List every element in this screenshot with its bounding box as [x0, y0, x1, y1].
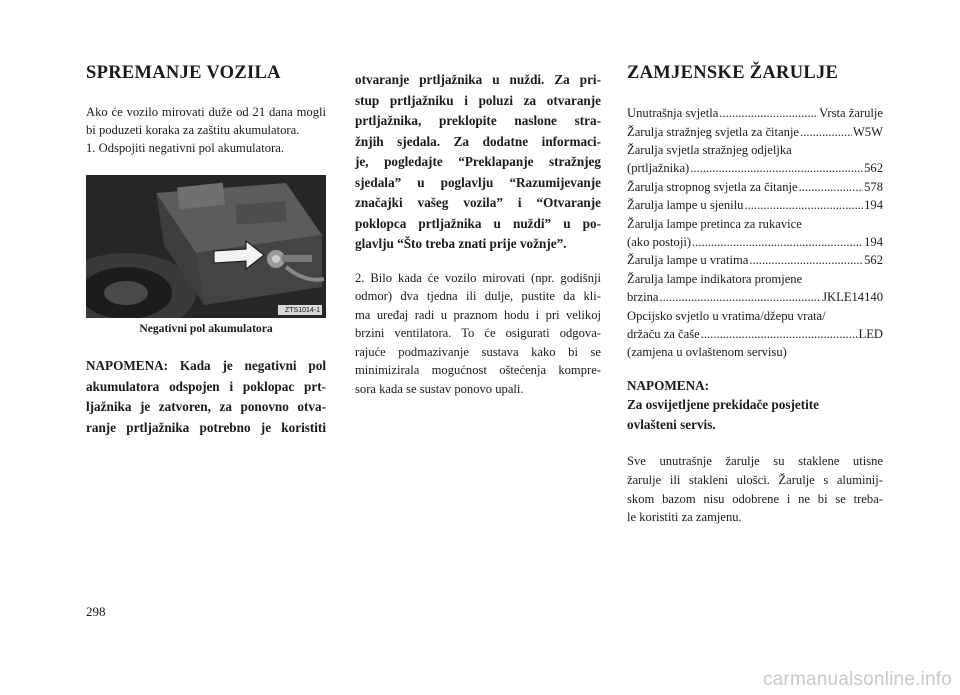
note-line: prtljažnika, preklopite naslone stra-	[355, 113, 601, 128]
watermark: carmanualsonline.info	[762, 669, 952, 690]
note-line: akumulatora odspojen i poklopac prt-	[86, 378, 326, 394]
para-line: le koristiti za zamjenu.	[627, 510, 742, 525]
spec-row	[627, 178, 883, 196]
bulb-paragraph	[627, 452, 883, 526]
battery-note	[86, 356, 326, 438]
note-line: poklopca prtljažnika u nuždi” u po-	[355, 215, 601, 231]
middle-column	[355, 70, 601, 399]
spec-label: Žarulja lampe u vratima	[627, 253, 749, 268]
spec-value: LED	[858, 327, 883, 342]
battery-photo-illustration	[86, 175, 326, 318]
spec-label: Žarulja stražnjeg svjetla za čitanje	[627, 124, 800, 139]
storage-step-2	[355, 269, 601, 399]
bulb-note	[627, 376, 883, 435]
spec-value: 194	[864, 235, 883, 250]
spec-row	[627, 196, 883, 214]
step2-line: odmor) dva tjedna ili dulje, pustite da kli-	[355, 289, 601, 304]
spec-label: Unutrašnja svjetla	[627, 106, 719, 121]
spec-label: brzina	[627, 290, 659, 305]
step2-line: minimizirala mogućnost oštećenja kompre-	[355, 363, 601, 378]
storage-step-1: 1. Odspojiti negativni pol akumulatora.	[86, 141, 284, 156]
spec-row	[627, 159, 883, 177]
spec-line: Žarulja svjetla stražnjeg odjeljka	[627, 143, 792, 157]
storage-intro: Ako će vozilo mirovati duže od 21 dana mogli bi poduzeti koraka za zaštitu akumulatora.	[86, 105, 326, 138]
spec-label: Žarulja stropnog svjetla za čitanje	[627, 179, 798, 194]
spec-line: Žarulja lampe indikatora promjene	[627, 271, 803, 286]
spec-label: Žarulja lampe u sjenilu	[627, 198, 744, 213]
step2-line: sora kada se sustav ponovo upali.	[355, 382, 524, 397]
page-number: 298	[86, 604, 106, 619]
step2-line: ma uređaj radi u praznom hodu i pri velikoj	[355, 307, 601, 322]
note-label: NAPOMENA:	[627, 377, 710, 393]
note-line: NAPOMENA: Kada je negativni pol	[86, 358, 326, 374]
figure-code: ZTS1014-1	[284, 307, 320, 315]
spec-value: 562	[864, 161, 883, 176]
battery-note-continued	[355, 70, 601, 255]
note-line: glavlju “Što treba znati prije vožnje”.	[355, 236, 567, 251]
step2-line: 2. Bilo kada će vozilo mirovati (npr. godišnji	[355, 270, 601, 285]
spec-line: (zamjena u ovlaštenom servisu)	[627, 345, 787, 360]
spec-row	[627, 288, 883, 306]
spec-row	[627, 123, 883, 141]
spec-value: Vrsta žarulje	[819, 106, 883, 121]
spec-label: (ako postoji)	[627, 235, 692, 250]
note-line: stup prtljažniku i poluzi za otvaranje	[355, 92, 601, 108]
section-heading-bulbs: ZAMJENSKE ŽARULJE	[627, 63, 839, 83]
spec-value: 578	[864, 179, 883, 194]
note-line: je, pogledajte “Preklapanje stražnjeg	[355, 154, 601, 169]
spec-row	[627, 233, 883, 251]
para-line: Sve unutrašnje žarulje su staklene utisne	[627, 454, 883, 469]
spec-line: Žarulja lampe pretinca za rukavice	[627, 216, 802, 231]
spec-row	[627, 325, 883, 343]
spec-value: JKLE14140	[822, 290, 883, 305]
spec-line: Opcijsko svjetlo u vratima/džepu vrata/	[627, 308, 826, 323]
step2-line: brzini ventilatora. To će osigurati odgova-	[355, 326, 601, 341]
left-column	[86, 62, 326, 438]
battery-terminal-photo	[86, 175, 326, 318]
note-line: značajki vašeg vozila” i “Otvaranje	[355, 195, 601, 210]
note-line: ljažnika je zatvoren, za ponovno otva-	[86, 399, 326, 415]
spec-value: 194	[864, 198, 883, 213]
note-text-line: Za osvijetljene prekidače posjetite	[627, 397, 820, 413]
note-line: sjedala” u poglavlju “Razumijevanje	[355, 174, 601, 190]
section-heading-storage: SPREMANJE VOZILA	[86, 63, 281, 83]
spec-value: 562	[864, 253, 883, 268]
spec-row	[627, 104, 883, 122]
para-line: skom bazom nisu odobrene i ne bi se treba-	[627, 491, 883, 506]
note-text-line: ovlašteni servis.	[627, 416, 716, 432]
note-line: ranje prtljažnika potrebno je koristiti	[86, 419, 326, 435]
note-line: žnjih sjedala. Za dodatne informaci-	[355, 133, 601, 149]
spec-label: držaču za čaše	[627, 327, 700, 342]
note-line: otvaranje prtljažnika u nuždi. Za pri-	[355, 72, 601, 87]
right-column	[627, 62, 883, 527]
spec-value: W5W	[852, 124, 883, 139]
figure-caption: Negativni pol akumulatora	[139, 322, 273, 336]
para-line: žarulje ili stakleni ulošci. Žarulje s aluminij-	[627, 472, 883, 487]
bulb-spec-list	[627, 104, 883, 362]
spec-label: (prtljažnika)	[627, 161, 690, 176]
step2-line: rajuće podmazivanje sustava kako bi se	[355, 344, 601, 359]
spec-row	[627, 251, 883, 269]
